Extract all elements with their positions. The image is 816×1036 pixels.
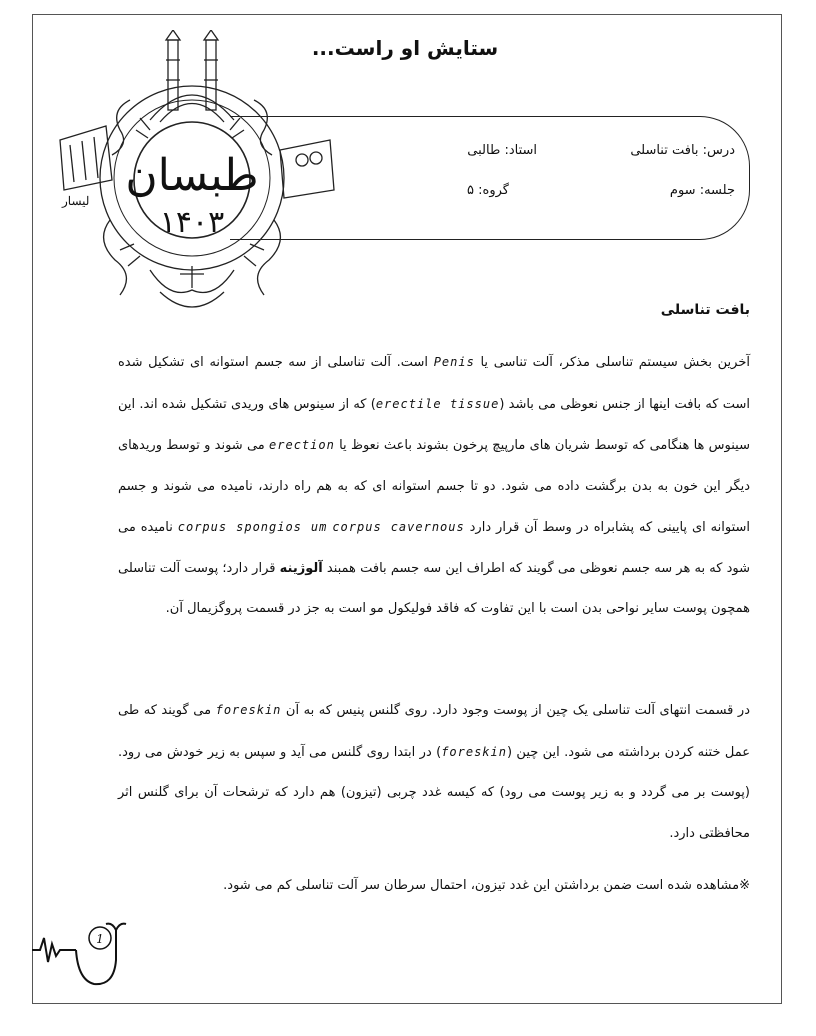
logo-signature: لیسار	[62, 194, 90, 208]
group-label: گروه: ۵	[467, 183, 509, 198]
page-number: 1	[96, 932, 104, 946]
latin-term: erection	[269, 438, 335, 452]
section-heading: بافت تناسلی	[660, 302, 750, 318]
stethoscope-icon	[30, 910, 140, 1000]
latin-term: corpus spongios um	[177, 520, 328, 534]
teacher-label: استاد: طالبی	[467, 143, 537, 158]
paragraph-text: ) در ابتدا روی گلنس می آید و سپس به زیر خودش می رود. (پوست بر می گردد و به زیر پوست می رود) که کیسه غدد چربی (تیزون) هم دارد که ترشحات آن برای گلنس اثر محافظتی دارد.	[118, 744, 750, 841]
paragraph-text: است. آلت تناسلی از سه جسم استوانه ای تشکیل شده است که بافت اینها از جنس نعوظی می باشد (	[118, 355, 750, 412]
paragraph-text: ) که از سینوس های وریدی تشکیل شده اند. این سینوس ها هنگامی که توسط شریان های مارپیچ پرخون بشوند باعث نعوظ یا	[118, 396, 750, 453]
paragraph-text: ※مشاهده شده است ضمن برداشتن این غدد تیزون، احتمال سرطان سر آلت تناسلی کم می شود.	[223, 878, 750, 893]
page-header-title: ستایش او راست...	[311, 36, 499, 60]
lesson-info-box	[230, 116, 750, 240]
latin-term: foreskin	[441, 744, 507, 759]
paragraph-3	[118, 866, 750, 907]
paragraph-text: می شوند و توسط وریدهای دیگر این خون به بدن برگشت داده می شود. دو تا جسم استوانه ای که به هم راه دارند، نامیده می شوند و جسم استوانه ای پایینی که پشابراه در وسط آن قرار دارد	[118, 438, 750, 535]
paragraph-1	[118, 342, 750, 630]
paragraph-text: در قسمت انتهای آلت تناسلی یک چین از پوست وجود دارد. روی گلنس پنیس که به آن	[281, 703, 750, 718]
latin-term: erectile tissue	[375, 396, 500, 411]
latin-term: corpus cavernous	[332, 520, 465, 534]
paragraph-text: قرار دارد؛ پوست آلت تناسلی همچون پوست سایر نواحی بدن است با این تفاوت که فاقد فولیکول مو است به جز در قسمت پروگزیمال آن.	[118, 560, 750, 616]
paragraph-2	[118, 690, 750, 854]
logo-year: ۱۴۰۳	[159, 205, 225, 240]
paragraph-text: نامیده می شود که به هر سه جسم نعوظی می گویند که اطراف این سه جسم بافت همبند	[118, 520, 750, 576]
paragraph-text: آخرین بخش سیستم تناسلی مذکر، آلت تناسی یا	[474, 355, 750, 370]
logo-text: طبسان	[125, 150, 259, 201]
latin-term: foreskin	[215, 703, 282, 717]
session-label: جلسه: سوم	[669, 183, 735, 198]
course-label: درس: بافت تناسلی	[630, 143, 735, 158]
bold-term: آلوژینه	[279, 560, 323, 576]
latin-term: Penis	[433, 355, 475, 369]
paragraph-text: می گویند که طی عمل ختنه کردن برداشته می شود. این چین (	[118, 703, 751, 760]
